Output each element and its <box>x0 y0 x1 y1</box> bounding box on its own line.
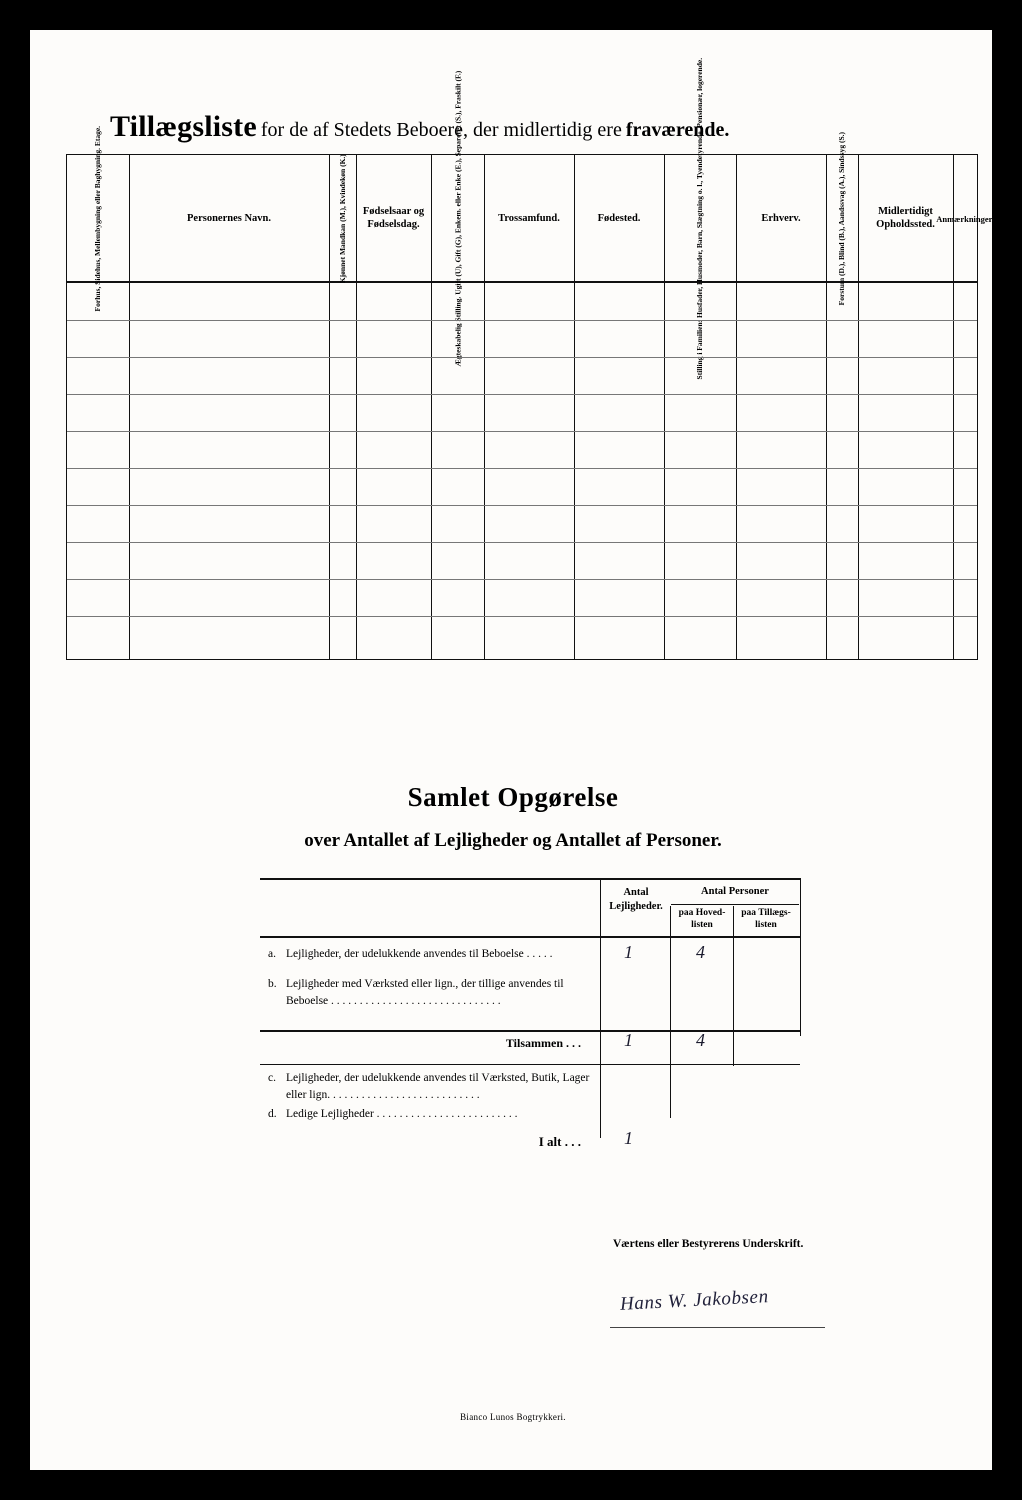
form-sheet <box>48 42 994 1452</box>
table-vline <box>664 155 665 659</box>
signature-handwriting: Hans W. Jakobsen <box>619 1286 770 1315</box>
table-row <box>67 357 977 358</box>
table-vline <box>431 155 432 659</box>
summary-rule <box>671 904 799 905</box>
summary-grand-total-antal: 1 <box>624 1128 633 1148</box>
summary-row-letter: b. <box>268 978 277 990</box>
col-header-family-position: Stilling i Familien: Husfader, Husmoder, Barn, Slægtning o. l., Tyendetyrende, Pensionær, logerende. <box>695 58 705 380</box>
summary-heading: Samlet Opgørelse <box>407 782 619 812</box>
summary-rule-above-total <box>260 1030 800 1032</box>
summary-row-c <box>268 1070 593 1105</box>
col-header-birthplace: Fødested. <box>597 212 641 224</box>
table-vline <box>329 155 330 659</box>
summary-col-header-dwellings: Antal Lejligheder. <box>609 887 663 912</box>
summary-row-text: Lejligheder med Værksted eller lign., der tillige anvendes til Beboelse . . . . . . . . . . . . . . . . . . . . . . . . . . . . . . <box>286 978 564 1008</box>
summary-value-a-antal: 1 <box>624 942 633 962</box>
summary-total-label: Tilsammen . . . <box>505 1036 581 1050</box>
signature-line <box>610 1327 825 1328</box>
table-row <box>67 505 977 506</box>
col-header-temporary-residence: Midlertidigt Opholdssted. <box>876 206 935 230</box>
table-row <box>67 468 977 469</box>
summary-row-text: Ledige Lejligheder . . . . . . . . . . . . . . . . . . . . . . . . . <box>286 1108 518 1120</box>
summary-grand-total-label: I alt . . . <box>538 1134 581 1149</box>
col-header-marital: Ægteskabelig Stilling. Ugift (U), Gift (G), Enkem. eller Enke (E.), Separeret (S.), Fraskilt (F.) <box>452 71 462 367</box>
summary-row-letter: a. <box>268 948 276 960</box>
summary-row-a <box>268 946 593 963</box>
table-vline <box>356 155 357 659</box>
table-row <box>67 431 977 432</box>
col-header-sex: Kjønnet Mandkan (M.), Kvindekøn (K.) <box>337 154 347 284</box>
summary-subheading: over Antallet af Lejligheder og Antallet af Personer. <box>304 830 722 851</box>
summary-value-a-hoved: 4 <box>696 942 705 962</box>
summary-vline <box>600 878 601 1138</box>
summary-col-header-supplement-list: paa Tillægs- listen <box>741 908 791 930</box>
table-vline <box>953 155 954 659</box>
summary-rule-top <box>260 878 800 880</box>
summary-row-letter: d. <box>268 1108 277 1120</box>
summary-total-hoved: 4 <box>696 1030 705 1050</box>
summary-col-header-main-list: paa Hoved- listen <box>678 908 726 930</box>
summary-row-letter: c. <box>268 1072 276 1084</box>
summary-row-text: Lejligheder, der udelukkende anvendes til Værksted, Butik, Lager eller lign. . . . . . . . . . . . . . . . . . . . . . . . . . . <box>286 1072 590 1102</box>
title-main: Tillægsliste <box>110 110 257 143</box>
title-end: fraværende. <box>625 119 730 141</box>
title-middle: for de af Stedets Beboere, der midlertidig ere <box>260 119 622 141</box>
table-vline <box>736 155 737 659</box>
col-header-occupation: Erhverv. <box>761 212 801 224</box>
signature-label: Værtens eller Bestyrerens Underskrift. <box>613 1238 804 1250</box>
table-vline <box>858 155 859 659</box>
summary-total-antal: 1 <box>624 1030 633 1050</box>
summary-rule-mid <box>260 936 800 938</box>
col-header-building: Forhus, Sidehus, Mellembygning eller Baghygning. Etage. <box>93 126 103 312</box>
col-header-denomination: Trossamfund. <box>498 212 560 224</box>
col-header-remarks: Anmærkninger. <box>936 213 994 224</box>
table-vline <box>484 155 485 659</box>
summary-row-d <box>268 1106 593 1123</box>
col-header-birth: Fødselsaar og Fødselsdag. <box>362 206 425 230</box>
table-vline <box>574 155 575 659</box>
summary-rule-below-total <box>260 1064 800 1065</box>
col-header-name: Personernes Navn. <box>187 212 271 224</box>
printer-credit: Bianco Lunos Bogtrykkeri. <box>460 1412 566 1422</box>
table-row <box>67 579 977 580</box>
summary-row-b <box>268 976 593 1011</box>
scanned-page <box>30 30 992 1470</box>
table-row <box>67 542 977 543</box>
table-row <box>67 616 977 617</box>
table-row <box>67 320 977 321</box>
summary-vline <box>800 878 801 1036</box>
summary-col-header-persons: Antal Personer <box>701 886 769 897</box>
table-row <box>67 394 977 395</box>
table-vline <box>826 155 827 659</box>
summary-row-text: Lejligheder, der udelukkende anvendes til Beboelse . . . . . <box>286 948 553 960</box>
summary-vline <box>733 906 734 1066</box>
col-header-disability: Forstum (D.), Blind (B.), Aandssvag (A.), Sindssyg (S.) <box>837 132 847 306</box>
table-vline <box>129 155 130 659</box>
